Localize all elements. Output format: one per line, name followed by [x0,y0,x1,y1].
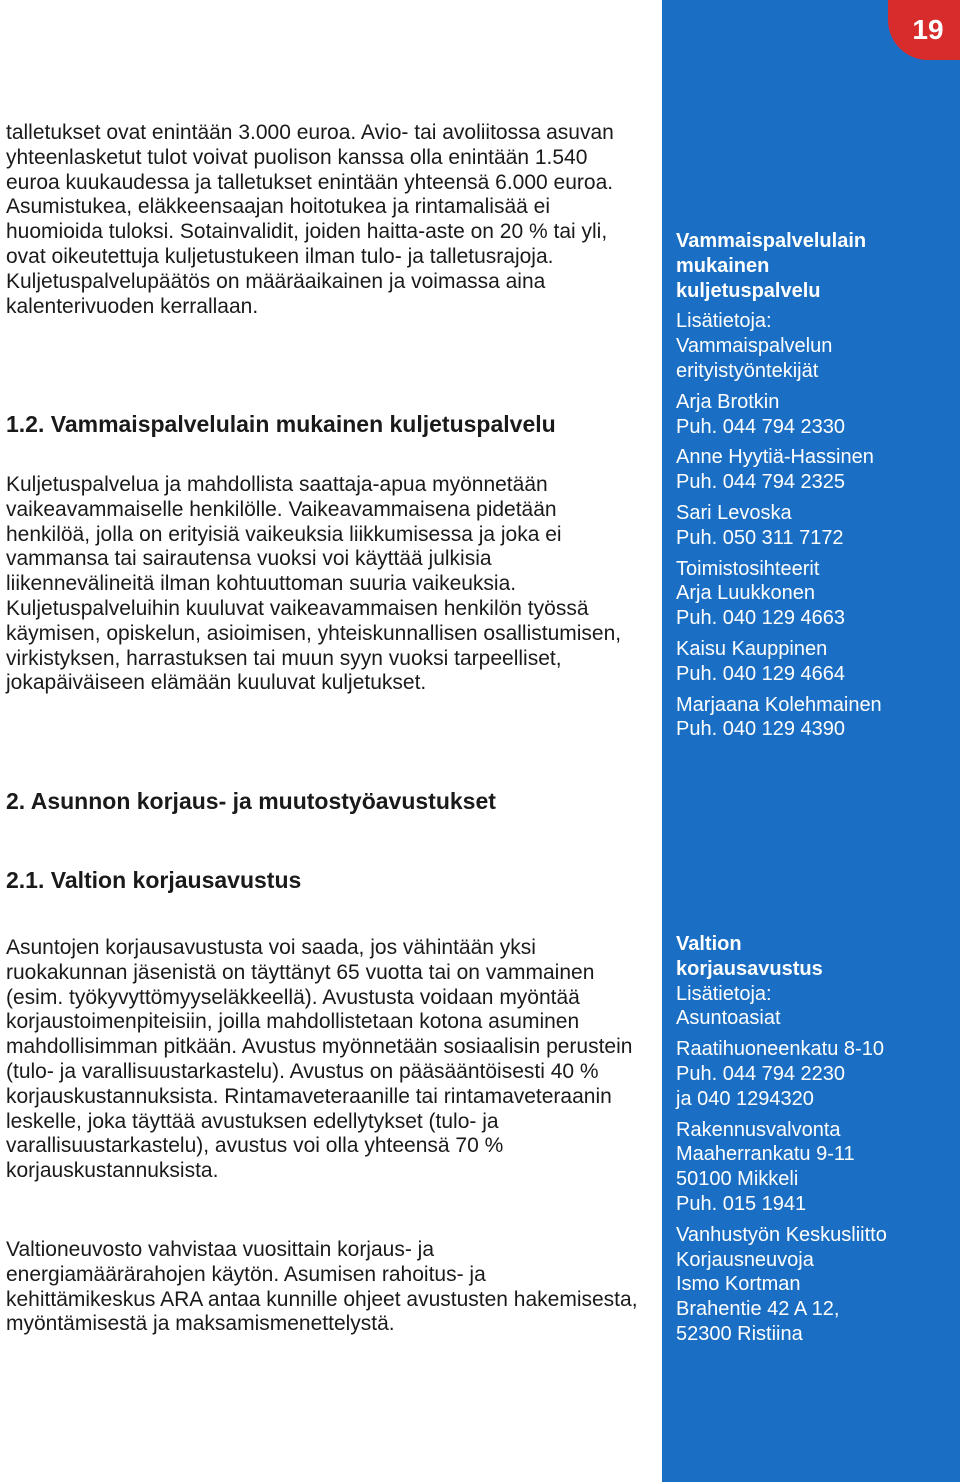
box-repair-title-line-2: korjausavustus [676,957,823,980]
section-2-1-paragraph-2: Valtioneuvosto vahvistaa vuosittain korjaus- ja energiamäärärahojen käytön. Asumisen rahoitus- ja kehittämikeskus ARA antaa kunnille ohjeet avustusten hakemisesta, myöntämisestä ja maksamismenettelystä. [6,1238,638,1336]
section-1-2-paragraph [6,473,638,696]
sidebar-box-transport [676,229,946,742]
contact-name: Anne Hyytiä-Hassinen [676,446,874,469]
contact-phone: Puh. 044 794 2330 [676,415,846,438]
section-2-1-paragraph-1: Asuntojen korjausavustusta voi saada, jos vähintään yksi ruokakunnan jäsenistä on täyttänyt 65 vuotta tai on vammainen (esim. työkyvyttömyyseläkkeellä). Avustusta voidaan myöntää korjaustoimenpiteisiin, joilla mahdollistetaan kotona asuminen mahdollisimman pitkään. Avustus myönnetään sosiaalisin perustein (tulo- ja varallisuustarkastelu). Avustus on pääsääntöisesti 40 % korjauskustannuksista. Rintamaveteraanille tai rintamaveteraanin leskelle, joka täyttää avustuksen edellytykset (tulo- ja varallisuustarkastelu), avustus voi olla yhteensä 70 % korjauskustannuksista. [6,936,633,1183]
section-1-2-text-part-2: Vaikeavammaisena pidetään henkilöä, jolla on erityisiä vaikeuksia liikkumisessa ja joka ei vammansa tai sairautensa vuoksi voi käyttää julkisia liikennevälineitä ilman kohtuuttoman suuria vaikeuksia. Kuljetuspalveluihin kuuluvat vaikeavammaisen henkilön työssä käymisen, opiskelun, asioimisen, yhteiskunnallisen osallistumisen, virkistyksen, harrastuksen tai muun syyn vuoksi tarpeelliset, jokapäiväiseen elämään kuuluvat kuljetukset. [6,497,622,695]
sidebar-box-repair-grant [676,932,946,1347]
contact-city: 52300 Ristiina [676,1322,803,1345]
box-transport-title-line-3: kuljetuspalvelu [676,279,821,302]
section-1-2-text-part-1: Kuljetuspalvelua ja mahdollista saattaja-apua myönnetään vaikeavammaiselle henkilölle. [6,473,548,521]
contact-name: Sari Levoska [676,501,792,524]
box-transport-info-line-3: erityistyöntekijät [676,359,819,382]
contact-name: Marjaana Kolehmainen [676,693,882,716]
box-repair-info-label: Lisätietoja: [676,982,772,1005]
box-transport-title-line-2: mukainen [676,254,770,277]
contact-role: Korjausneuvoja [676,1248,814,1271]
box-repair-title-line-1: Valtion [676,933,742,955]
section-2-heading: 2. Asunnon korjaus- ja muutostyöavustukset [6,788,496,814]
contact-phone-alt: ja 040 1294320 [676,1087,814,1110]
contact-phone: Puh. 040 129 4390 [676,718,846,741]
section-1-2-heading: 1.2. Vammaispalvelulain mukainen kuljetuspalvelu [6,411,556,437]
contact-name: Arja Brotkin [676,390,780,413]
contact-phone: Puh. 040 129 4663 [676,607,846,630]
box-transport-info-line-2: Vammaispalvelun [676,335,833,358]
contact-phone: Puh. 040 129 4664 [676,662,846,685]
contact-name: Arja Luukkonen [676,582,815,605]
intro-paragraph: talletukset ovat enintään 3.000 euroa. Avio- tai avoliitossa asuvan yhteenlasketut tulot voivat puolison kanssa olla enintään 1.540 euroa kuukaudessa ja talletukset enintään yhteensä 6.000 euroa. Asumistukea, eläkkeensaajan hoitotukea ja rintamalisää ei huomioida tuloksi. Sotainvalidit, joiden haitta-aste on 20 % tai yli, ovat oikeutettuja kuljetustukeen ilman tulo- ja talletusrajoja. Kuljetuspalvelupäätös on määräaikainen ja voimassa aina kalenterivuoden kerrallaan. [6,121,614,318]
contact-phone: Puh. 044 794 2230 [676,1062,846,1085]
contact-org: Vanhustyön Keskusliitto [676,1223,887,1246]
contact-address: Brahentie 42 A 12, [676,1298,840,1321]
contact-phone: Puh. 050 311 7172 [676,526,844,549]
contact-org: Rakennusvalvonta [676,1118,841,1141]
section-2-1-heading: 2.1. Valtion korjausavustus [6,867,302,893]
contact-phone: Puh. 015 1941 [676,1192,807,1215]
contact-phone: Puh. 044 794 2325 [676,471,846,494]
contact-address: Raatihuoneenkatu 8-10 [676,1038,884,1061]
contact-address: Maaherrankatu 9-11 [676,1143,855,1166]
contact-group-label: Toimistosihteerit [676,557,820,580]
box-transport-info-label: Lisätietoja: [676,310,772,333]
box-transport-title-line-1: Vammaispalvelulain [676,230,867,252]
contact-city: 50100 Mikkeli [676,1168,799,1191]
contact-name: Ismo Kortman [676,1273,801,1296]
page-number-badge: 19 [888,0,960,60]
contact-name: Kaisu Kauppinen [676,637,828,660]
box-repair-info-line-2: Asuntoasiat [676,1007,781,1030]
